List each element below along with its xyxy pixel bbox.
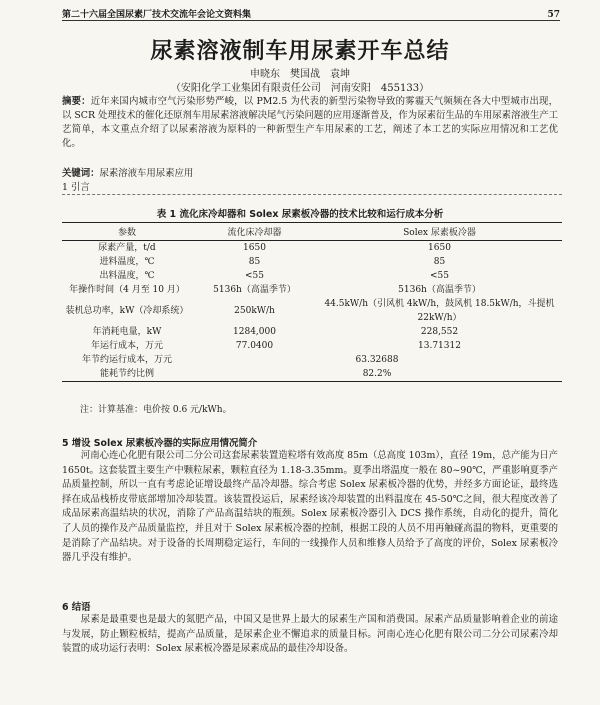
table-header-row bbox=[62, 223, 562, 241]
table-cell: 44.5kW/h（引风机 4kW/h，鼓风机 18.5kW/h，斗提机 22kW/h） bbox=[324, 299, 555, 323]
table-row bbox=[62, 269, 562, 283]
table-cell: 尿素产量，t/d bbox=[98, 243, 156, 253]
running-header bbox=[62, 6, 560, 21]
table-cell: 85 bbox=[433, 257, 446, 267]
abstract-label: 摘要： bbox=[62, 96, 91, 107]
affiliation: （安阳化学工业集团有限责任公司 河南安阳 455133） bbox=[170, 83, 430, 94]
table-cell: 63.32688 bbox=[355, 355, 399, 365]
table-cell: 77.0400 bbox=[235, 341, 274, 351]
page-break-rule bbox=[62, 194, 562, 199]
table-cell: 年消耗电量，kW bbox=[92, 327, 162, 337]
table-cell: 1284,000 bbox=[233, 327, 276, 337]
table-cell: 能耗节约比例 bbox=[62, 367, 192, 382]
section-5-body: 河南心连心化肥有限公司二分公司这套尿素装置造粒塔有效高度 85m（总高度 103m），直径 19m，总产能为日产 1650t。这套装置主要生产中颗粒尿素，颗粒直径为 1.18-3.35mm。夏季出塔温度一般在 80~90℃，严重影响夏季产品质量控制，所以一直有考虑论证增设最终产品冷却器。综合考虑 Solex 尿素板冷器的优势，并经多方面论证，最终选择在成品栈桥皮带底部增加冷却装置。该装置投运后，尿素经该冷却装置的出料温度在 45-50℃之间，很大程度改善了成品尿素高温结块的状况，消除了产品高温结块的瓶颈。Solex 尿素板冷器引入 DCS 操作系统，自动化的提升，简化了人员的操作及产品质量监控，并且对于 Solex 尿素板冷器的控制，根据工段的人员不用再触碰高温的物料，更重要的是消除了产品结块。对于设备的长周期稳定运行，车间的一线操作人员和维修人员给予了高度的评价，Solex 尿素板冷器几乎没有维护。 bbox=[62, 450, 558, 564]
header-page-number: 57 bbox=[547, 10, 560, 20]
table-note: 注：计算基准：电价按 0.6 元/kWh。 bbox=[80, 405, 232, 415]
table-row bbox=[62, 241, 562, 256]
keywords-text: 尿素溶液车用尿素应用 bbox=[99, 168, 194, 179]
abstract-text: 近年来国内城市空气污染形势严峻，以 PM2.5 为代表的新型污染物导致的雾霾天气频频在各大中型城市出现，以 SCR 处理技术的催化还原剂车用尿素溶液解决尾气污染问题的应用逐渐普及，作为尿素衍生品的车用尿素溶液生产工艺简单，本文重点介绍了以尿素溶液为原料的一种新型生产车用尿素的工艺，阐述了本工艺的实际应用情况和工艺优化。 bbox=[62, 96, 558, 149]
section-6-heading: 6 结语 bbox=[62, 602, 91, 613]
table-cell: 250kW/h bbox=[234, 306, 275, 316]
keywords-label: 关键词： bbox=[62, 168, 100, 179]
paper-title: 尿素溶液制车用尿素开车总结 bbox=[150, 38, 450, 64]
section-5-heading: 5 增设 Solex 尿素板冷器的实际应用情况简介 bbox=[62, 438, 258, 449]
authors: 申晓东 樊国战 袁坤 bbox=[250, 69, 350, 80]
comparison-table bbox=[62, 222, 562, 382]
table-cell: 1650 bbox=[243, 243, 266, 253]
table-cell: <55 bbox=[430, 271, 449, 281]
table-row bbox=[62, 283, 562, 297]
table-cell: 年节约运行成本，万元 bbox=[81, 355, 172, 365]
table-row bbox=[62, 339, 562, 353]
table-cell: 13.71312 bbox=[418, 341, 461, 351]
table-cell: 年运行成本，万元 bbox=[90, 341, 163, 351]
table-cell: 228,552 bbox=[420, 327, 459, 337]
table-cell: 出料温度，℃ bbox=[99, 271, 155, 281]
table-cell: 82.2% bbox=[192, 367, 562, 382]
table-row bbox=[62, 297, 562, 325]
table-row bbox=[62, 367, 562, 382]
abstract bbox=[62, 95, 558, 151]
table-header-cell: 流化床冷却器 bbox=[192, 223, 317, 241]
table-header-cell: 参数 bbox=[62, 223, 192, 241]
keywords bbox=[62, 165, 558, 179]
table-row bbox=[62, 325, 562, 339]
table-row bbox=[62, 353, 562, 367]
table-row bbox=[62, 255, 562, 269]
table-cell: 进料温度，℃ bbox=[99, 257, 155, 267]
table-cell: 1650 bbox=[428, 243, 451, 253]
table-cell: <55 bbox=[245, 271, 264, 281]
table-cell: 年操作时间（4 月至 10 月） bbox=[69, 285, 185, 295]
section-1-heading: 1 引言 bbox=[62, 182, 90, 193]
table-cell: 85 bbox=[248, 257, 261, 267]
table-cell: 装机总功率，kW（冷却系统） bbox=[65, 306, 189, 316]
section-6-body: 尿素是最重要也是最大的氮肥产品，中国又是世界上最大的尿素生产国和消费国。尿素产品质量影响着企业的前途与发展，防止颗粒板结，提高产品质量，是尿素企业不懈追求的质量目标。河南心连心化肥有限公司二分公司尿素冷却装置的成功运行表明：Solex 尿素板冷器是尿素成品的最佳冷却设备。 bbox=[62, 614, 558, 655]
table-cell: 5136h（高温季节） bbox=[213, 285, 296, 295]
table-caption: 表 1 流化床冷却器和 Solex 尿素板冷器的技术比较和运行成本分析 bbox=[156, 209, 444, 220]
table-header-cell: Solex 尿素板冷器 bbox=[317, 223, 562, 241]
table-cell: 5136h（高温季节） bbox=[398, 285, 481, 295]
header-journal-title: 第二十六届全国尿素厂技术交流年会论文资料集 bbox=[62, 10, 252, 20]
